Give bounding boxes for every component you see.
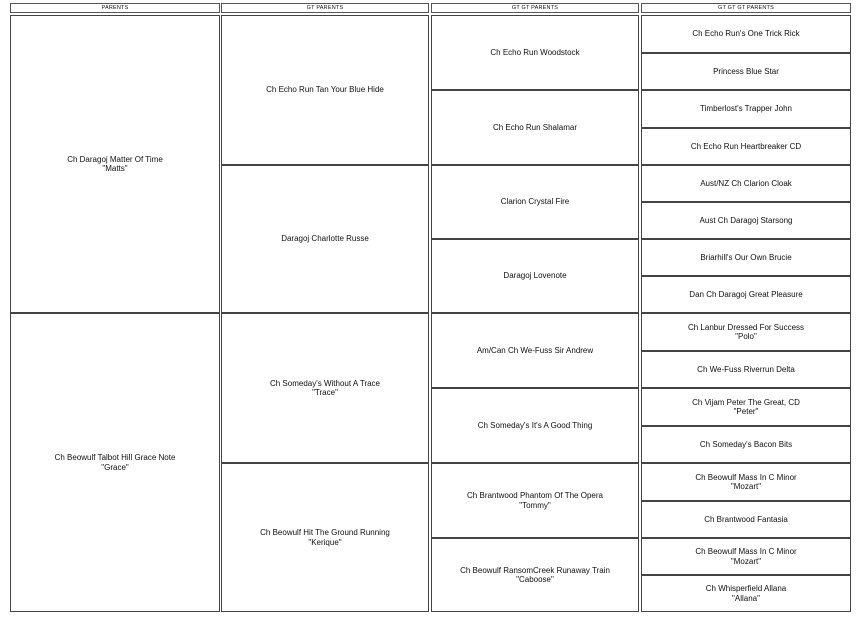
dog-name: Ch Echo Run's One Trick Rick <box>692 29 800 39</box>
dog-name: Aust/NZ Ch Clarion Cloak <box>700 178 792 188</box>
dog-name: Ch Beowulf Talbot Hill Grace Note <box>54 453 176 462</box>
gt-gt-gt-parent-5 <box>641 165 851 202</box>
call-name: "Peter" <box>733 407 759 416</box>
gt-gt-gt-parent-6 <box>641 202 851 239</box>
dog-name: Clarion Crystal Fire <box>500 197 570 207</box>
dog-name: Ch Echo Run Woodstock <box>490 47 580 57</box>
dog-name: Ch We-Fuss Riverrun Delta <box>697 364 795 374</box>
gt-gt-gt-parent-13 <box>641 463 851 501</box>
dog-name: Ch Beowulf Mass In C Minor <box>695 547 797 556</box>
dog-name: Ch Someday's Bacon Bits <box>699 439 793 449</box>
call-name: "Caboose" <box>516 575 554 584</box>
gt-gt-gt-parent-8 <box>641 276 851 313</box>
dog-name: Ch Echo Run Tan Your Blue Hide <box>266 85 384 95</box>
gt-gt-gt-parent-1 <box>641 15 851 53</box>
dog-name: Ch Lanbur Dressed For Success <box>687 322 805 332</box>
call-name: "Mozart" <box>730 482 762 491</box>
parent-dam <box>10 313 220 612</box>
call-name: "Grace" <box>101 462 129 472</box>
call-name: "Allana" <box>732 593 760 603</box>
dog-name: Princess Blue Star <box>713 66 779 76</box>
dog-name: Ch Echo Run Heartbreaker CD <box>690 141 802 151</box>
dog-name: Ch Whisperfield Allana <box>705 584 787 593</box>
gt-parent-2 <box>221 165 429 313</box>
call-name: "Kerique" <box>308 537 342 547</box>
gt-parent-3 <box>221 313 429 463</box>
dog-name: Aust Ch Daragoj Starsong <box>699 215 793 225</box>
call-name: "Tommy" <box>519 500 551 510</box>
gt-gt-gt-parent-15 <box>641 538 851 575</box>
dog-name: Daragoj Lovenote <box>503 271 567 281</box>
parent-sire <box>10 15 220 313</box>
gt-gt-parent-1 <box>431 15 639 90</box>
gt-parent-1 <box>221 15 429 165</box>
dog-name: Ch Beowulf RansomCreek Runaway Train <box>460 565 610 575</box>
gt-gt-parent-4 <box>431 239 639 313</box>
gt-gt-gt-parent-16 <box>641 575 851 612</box>
dog-name: Ch Someday's Without A Trace <box>269 378 381 388</box>
dog-name: Dan Ch Daragoj Great Pleasure <box>689 289 803 299</box>
gt-gt-parent-5 <box>431 313 639 388</box>
dog-name: Am/Can Ch We-Fuss Sir Andrew <box>476 345 594 355</box>
gt-gt-parent-2 <box>431 90 639 165</box>
dog-name: Briarhill's Our Own Brucie <box>700 252 792 262</box>
dog-name: Daragoj Charlotte Russe <box>281 234 369 244</box>
gt-gt-gt-parent-3 <box>641 90 851 128</box>
gt-gt-gt-parent-10 <box>641 351 851 388</box>
gt-gt-parent-8 <box>431 538 639 612</box>
dog-name: Ch Daragoj Matter Of Time <box>67 154 163 164</box>
dog-name: Ch Beowulf Hit The Ground Running <box>260 528 390 537</box>
header-gt-gt-gt-parents: GT GT GT PARENTS <box>641 3 851 13</box>
gt-gt-parent-3 <box>431 165 639 239</box>
call-name: "Trace" <box>312 388 338 397</box>
gt-gt-gt-parent-7 <box>641 239 851 276</box>
gt-gt-gt-parent-2 <box>641 53 851 90</box>
gt-gt-gt-parent-4 <box>641 128 851 165</box>
call-name: "Mozart" <box>730 556 762 566</box>
dog-name: Ch Someday's It's A Good Thing <box>477 420 593 430</box>
gt-gt-gt-parent-14 <box>641 501 851 538</box>
dog-name: Timberlost's Trapper John <box>700 104 792 114</box>
gt-gt-parent-6 <box>431 388 639 463</box>
call-name: "Polo" <box>735 332 757 341</box>
header-gt-gt-parents: GT GT PARENTS <box>431 3 639 13</box>
dog-name: Ch Beowulf Mass In C Minor <box>695 472 797 482</box>
gt-parent-4 <box>221 463 429 612</box>
call-name: "Matts" <box>102 164 128 173</box>
gt-gt-gt-parent-9 <box>641 313 851 351</box>
dog-name: Ch Brantwood Phantom Of The Opera <box>467 491 603 500</box>
gt-gt-parent-7 <box>431 463 639 538</box>
gt-gt-gt-parent-12 <box>641 426 851 463</box>
dog-name: Ch Echo Run Shalamar <box>492 122 578 132</box>
header-parents: PARENTS <box>10 3 220 13</box>
dog-name: Ch Brantwood Fantasia <box>704 514 788 524</box>
header-gt-parents: GT PARENTS <box>221 3 429 13</box>
gt-gt-gt-parent-11 <box>641 388 851 426</box>
dog-name: Ch Vijam Peter The Great, CD <box>692 397 800 407</box>
